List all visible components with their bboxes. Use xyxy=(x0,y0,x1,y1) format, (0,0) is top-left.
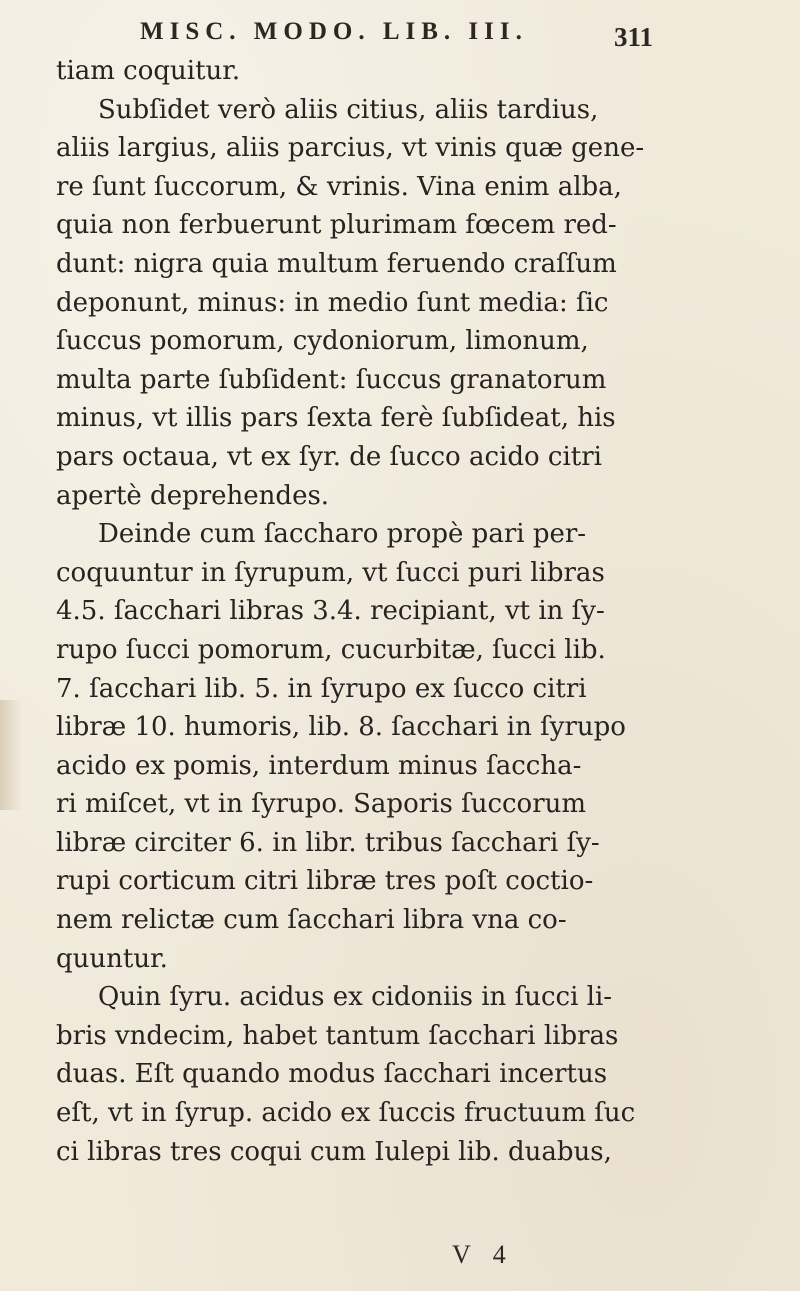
text-line: eſt, vt in ſyrup. acido ex ſuccis fructuum ſuc xyxy=(56,1098,636,1129)
page-edge-stain xyxy=(0,700,22,810)
text-line: apertè deprehendes. xyxy=(56,480,330,511)
text-line: bris vndecim, habet tantum ſacchari libras xyxy=(56,1020,619,1051)
text-line: tiam coquitur. xyxy=(56,56,241,86)
text-line: ci libras tres coqui cum Iulepi lib. duabus, xyxy=(56,1136,612,1167)
text-line-paragraph-start: Subſidet verò aliis citius, aliis tardius, xyxy=(98,94,599,125)
text-line: deponunt, minus: in medio ſunt media: ſic xyxy=(56,287,609,318)
signature-mark: V 4 xyxy=(452,1240,514,1269)
text-line: aliis largius, aliis parcius, vt vinis quæ gene- xyxy=(56,133,645,164)
text-line: multa parte ſubſident: ſuccus granatorum xyxy=(56,364,607,395)
text-line: ri miſcet, vt in ſyrupo. Saporis ſuccorum xyxy=(56,789,587,820)
text-line: rupi corticum citri libræ tres poſt coctio- xyxy=(56,866,594,897)
text-line: minus, vt illis pars ſexta ferè ſubſideat, his xyxy=(56,403,616,434)
text-line: acido ex pomis, interdum minus ſaccha- xyxy=(56,750,582,781)
text-line: rupo ſucci pomorum, cucurbitæ, ſucci lib. xyxy=(56,634,606,665)
text-line: libræ 10. humoris, lib. 8. ſacchari in ſyrupo xyxy=(56,712,626,743)
text-line-paragraph-start: Deinde cum ſaccharo propè pari per- xyxy=(98,519,587,550)
text-line: 7. ſacchari lib. 5. in ſyrupo ex ſucco citri xyxy=(56,673,587,704)
text-line: coquuntur in ſyrupum, vt ſucci puri libras xyxy=(56,557,605,588)
text-line: dunt: nigra quia multum feruendo craſſum xyxy=(56,248,617,279)
text-line: nem relictæ cum ſacchari libra vna co- xyxy=(56,905,567,936)
running-head: MISC. MODO. LIB. III. xyxy=(140,18,528,45)
text-line: 4.5. ſacchari libras 3.4. recipiant, vt in ſy- xyxy=(56,596,605,627)
footer xyxy=(0,1240,800,1280)
text-line: quia non ferbuerunt plurimam fœcem red- xyxy=(56,210,617,241)
text-line: re ſunt ſuccorum, & vrinis. Vina enim alba, xyxy=(56,171,622,202)
body-text xyxy=(56,52,656,1171)
text-line: pars octaua, vt ex ſyr. de ſucco acido citri xyxy=(56,441,602,472)
text-line: duas. Eſt quando modus ſacchari incertus xyxy=(56,1059,608,1090)
text-line: libræ circiter 6. in libr. tribus ſacchari ſy- xyxy=(56,827,600,858)
text-line: quuntur. xyxy=(56,943,168,974)
page-number: 311 xyxy=(614,22,654,52)
text-line-paragraph-start: Quin ſyru. acidus ex cidoniis in ſucci li- xyxy=(98,982,613,1013)
text-line: ſuccus pomorum, cydoniorum, limonum, xyxy=(56,326,589,357)
